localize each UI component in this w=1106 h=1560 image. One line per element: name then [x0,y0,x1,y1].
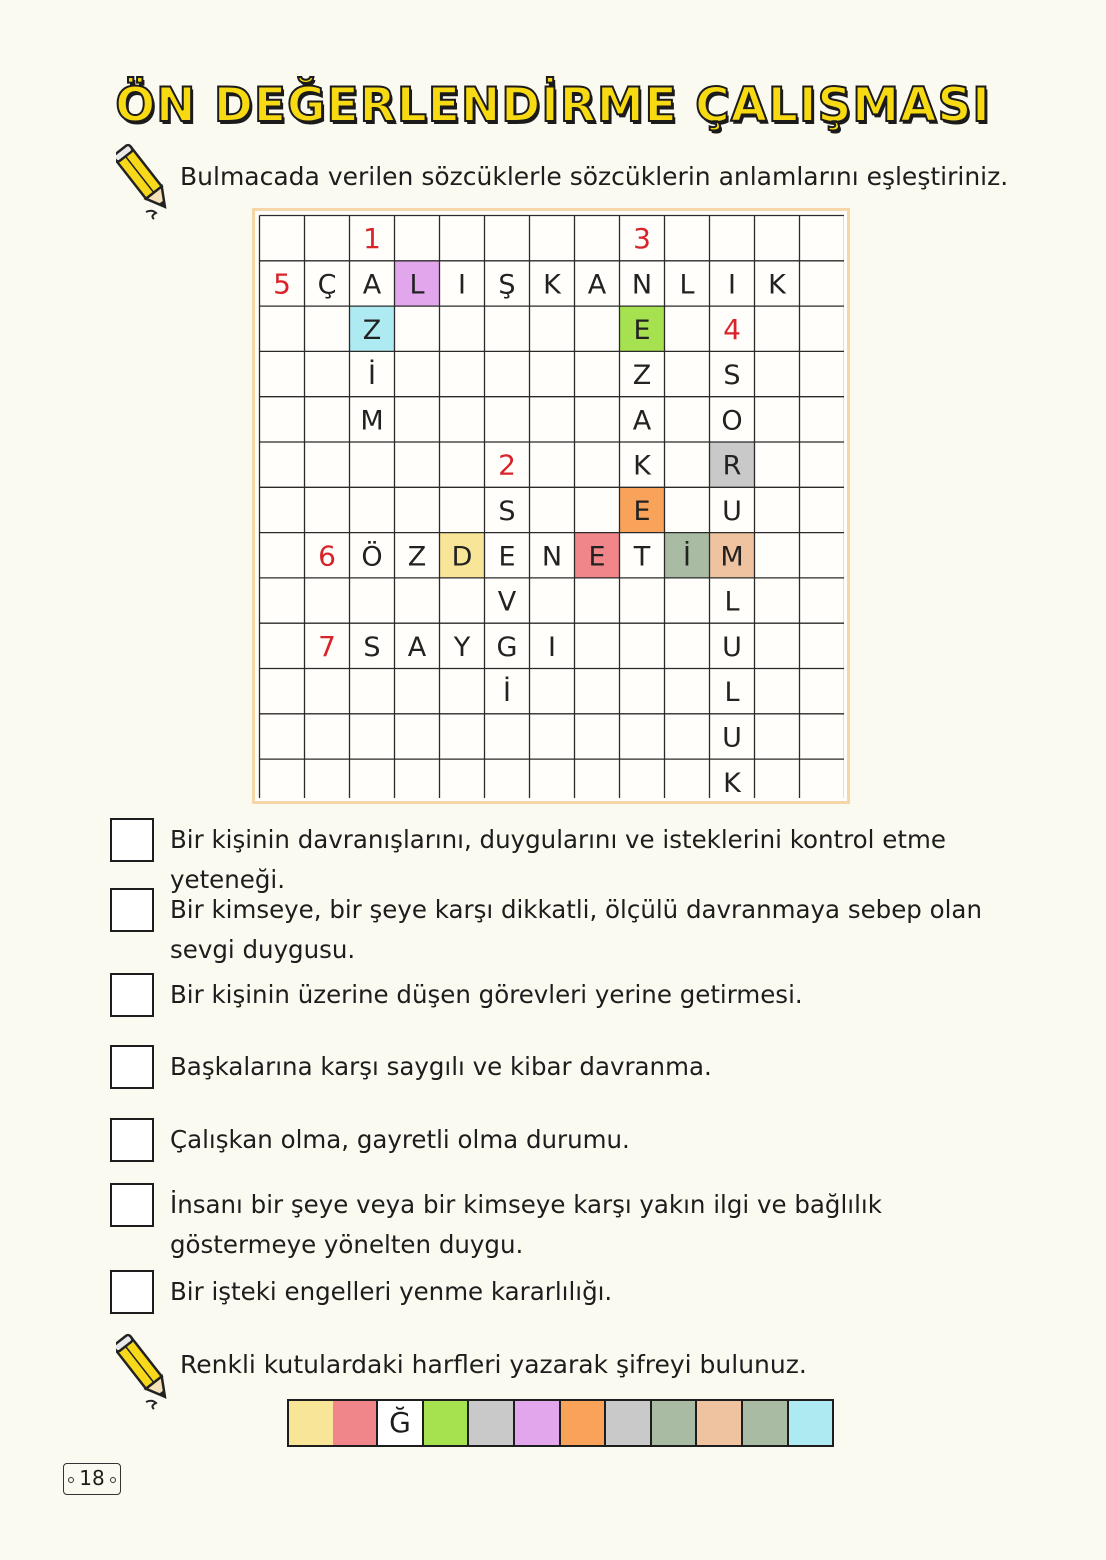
crossword-letter: A [407,631,427,663]
clue-text: İnsanı bir şeye veya bir kimseye karşı yakın ilgi ve bağlılık göstermeye yönelten duygu. [170,1190,882,1259]
cipher-box[interactable] [606,1399,652,1447]
crossword-letter: I [548,631,556,663]
crossword-letter: U [722,495,742,527]
cipher-box[interactable] [424,1399,470,1447]
crossword-letter: E [633,495,651,527]
crossword-grid [258,214,844,798]
crossword-letter: U [722,631,742,663]
crossword-letter: Z [632,360,652,392]
crossword-letter: O [721,405,743,437]
clue-text: Bir kimseye, bir şeye karşı dikkatli, ölçülü davranmaya sebep olan sevgi duygusu. [170,895,982,964]
crossword-letter: M [360,405,384,437]
cipher-box[interactable] [333,1399,379,1447]
crossword-letter: G [496,631,518,663]
crossword-letter: İ [368,360,376,392]
clue-text: Bir kişinin üzerine düşen görevleri yerine getirmesi. [170,980,803,1009]
crossword-letter: L [679,269,695,301]
cipher-box[interactable] [561,1399,607,1447]
cipher-box[interactable] [743,1399,789,1447]
clue-text: Bir kişinin davranışlarını, duygularını ve isteklerini kontrol etme yeteneği. [170,825,946,894]
answer-box[interactable] [110,888,154,932]
crossword-letter: I [728,269,736,301]
cipher-box[interactable] [652,1399,698,1447]
answer-box[interactable] [110,1183,154,1227]
crossword-letter: V [497,586,517,618]
crossword-letter: Ş [498,269,516,301]
cipher-box[interactable] [287,1399,335,1447]
crossword-letter: N [541,541,563,573]
crossword-letter: E [498,541,516,573]
crossword-letter: K [543,269,561,301]
answer-box[interactable] [110,1118,154,1162]
crossword-letter: K [768,269,786,301]
clue-number: 2 [498,448,516,482]
crossword-letter: K [723,767,741,798]
cipher-box[interactable] [789,1399,835,1447]
crossword-letter: Z [362,314,382,346]
instruction-cipher: Renkli kutulardaki harfleri yazarak şifreyi bulunuz. [180,1350,807,1379]
pencil-icon [116,1330,172,1412]
crossword-letter: A [362,269,382,301]
crossword-letter: M [720,541,744,573]
crossword-letter: U [722,722,742,754]
crossword-letter: İ [503,677,511,709]
crossword-letter: İ [683,541,691,573]
crossword-letter: T [633,541,651,573]
page-title: ÖN DEĞERLENDİRME ÇALIŞMASI [115,78,991,133]
clue-text: Bir işteki engelleri yenme kararlılığı. [170,1277,613,1306]
clue-text: Başkalarına karşı saygılı ve kibar davranma. [170,1052,712,1081]
instruction-match: Bulmacada verilen sözcüklerle sözcüklerin anlamlarını eşleştiriniz. [180,162,1009,191]
crossword-letter: D [451,541,473,573]
crossword-letter: Z [407,541,427,573]
answer-box[interactable] [110,973,154,1017]
page-number: 18 [63,1463,121,1495]
crossword-letter: N [631,269,653,301]
crossword-letter: A [587,269,607,301]
crossword-letter: Ç [317,269,337,301]
crossword-letter: E [588,541,606,573]
cipher-box[interactable] [515,1399,561,1447]
cipher-box[interactable]: Ğ [378,1399,424,1447]
crossword-letter: Y [453,631,471,663]
crossword-letter: K [633,450,651,482]
crossword-letter: E [633,314,651,346]
answer-box[interactable] [110,818,154,862]
crossword-letter: S [498,495,516,527]
clue-number: 1 [363,222,381,256]
clue-number: 4 [723,312,741,346]
pencil-icon [116,140,172,222]
clue-number: 7 [318,629,336,663]
crossword-letter: A [632,405,652,437]
crossword-letter: Ö [361,541,383,573]
crossword-letter: S [363,631,381,663]
crossword-letter: I [458,269,466,301]
clue-number: 5 [273,267,291,301]
crossword-letter: L [724,586,740,618]
answer-box[interactable] [110,1270,154,1314]
cipher-box[interactable] [469,1399,515,1447]
answer-box[interactable] [110,1045,154,1089]
crossword-letter: L [409,269,425,301]
clue-number: 3 [633,222,651,256]
crossword-letter: R [722,450,742,482]
crossword-letter: L [724,677,740,709]
clue-number: 6 [318,539,336,573]
cipher-box[interactable] [697,1399,743,1447]
crossword-letter: S [723,360,741,392]
clue-text: Çalışkan olma, gayretli olma durumu. [170,1125,630,1154]
